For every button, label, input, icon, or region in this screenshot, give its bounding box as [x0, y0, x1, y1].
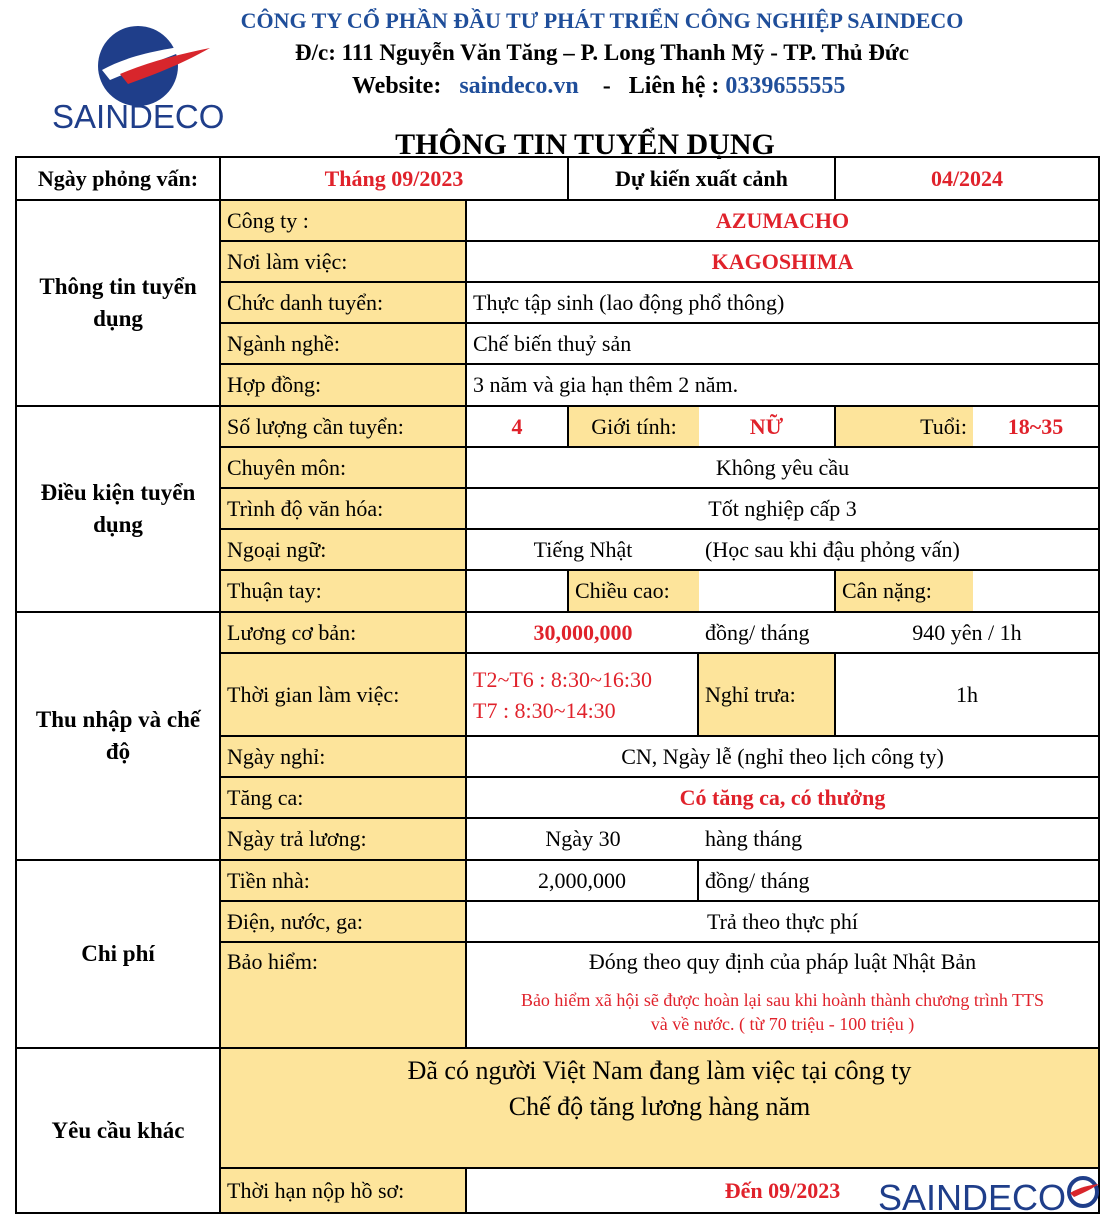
section-income: Thu nhập và chế độ	[17, 613, 221, 861]
language-label: Ngoại ngữ:	[221, 530, 467, 571]
hours-weekday: T2~T6 : 8:30~16:30	[473, 666, 653, 692]
interview-value: Tháng 09/2023	[221, 158, 569, 201]
height-value	[699, 571, 836, 613]
insurance-note-1: Bảo hiểm xã hội sẽ được hoàn lại sau khi hoành thành chương trình TTS	[520, 990, 1045, 1010]
website-link[interactable]: saindeco.vn	[459, 73, 579, 99]
company-address: Đ/c: 111 Nguyễn Văn Tăng – P. Long Thanh Mỹ - TP. Thủ Đức	[295, 40, 909, 65]
section-conditions: Điều kiện tuyển dụng	[17, 407, 221, 613]
insurance-note-2: và về nước. ( từ 70 triệu - 100 triệu )	[650, 1014, 915, 1034]
weight-label: Cân nặng:	[836, 571, 973, 613]
departure-value: 04/2024	[836, 158, 1098, 201]
salary-unit: đồng/ tháng	[699, 613, 836, 654]
age-value: 18~35	[973, 407, 1098, 448]
language-value: Tiếng Nhật	[467, 530, 699, 571]
insurance-value	[467, 943, 1098, 1049]
location-label: Nơi làm việc:	[221, 242, 467, 283]
contact-line	[352, 73, 845, 100]
section-other: Yêu cầu khác	[17, 1049, 221, 1212]
deadline-label: Thời hạn nộp hồ sơ:	[221, 1169, 467, 1212]
separator: -	[602, 73, 611, 99]
major-value: Không yêu cầu	[467, 448, 1098, 489]
height-label: Chiều cao:	[569, 571, 699, 613]
hand-value	[467, 571, 569, 613]
education-value: Tốt nghiệp cấp 3	[467, 489, 1098, 530]
payday-unit: hàng tháng	[699, 819, 1098, 861]
footer-logo-icon	[1066, 1175, 1100, 1209]
weight-value	[973, 571, 1098, 613]
phone-number[interactable]: 0339655555	[725, 73, 846, 99]
age-label: Tuổi:	[836, 407, 973, 448]
company-name: CÔNG TY CỔ PHẦN ĐẦU TƯ PHÁT TRIỂN CÔNG NGHIỆP SAINDECO	[240, 8, 964, 33]
overtime-value: Có tăng ca, có thưởng	[467, 778, 1098, 819]
payday-value: Ngày 30	[467, 819, 699, 861]
letterhead	[0, 0, 1106, 160]
footer-logo-text: SAINDECO	[878, 1177, 1067, 1218]
salary-value: 30,000,000	[467, 613, 699, 654]
break-label: Nghỉ trưa:	[699, 654, 836, 737]
dayoff-label: Ngày nghỉ:	[221, 737, 467, 778]
industry-value: Chế biến thuỷ sản	[467, 324, 1098, 365]
gender-value: NỮ	[699, 407, 836, 448]
hourly-wage: 940 yên / 1h	[836, 613, 1098, 654]
other-line-1: Đã có người Việt Nam đang làm việc tại công ty	[407, 1056, 912, 1085]
departure-label: Dự kiến xuất cảnh	[569, 158, 836, 201]
contract-value: 3 năm và gia hạn thêm 2 năm.	[467, 365, 1098, 407]
language-note: (Học sau khi đậu phỏng vấn)	[699, 530, 1098, 571]
quantity-value: 4	[467, 407, 569, 448]
quantity-label: Số lượng cần tuyển:	[221, 407, 467, 448]
other-requirements	[221, 1049, 1098, 1169]
utilities-value: Trả theo thực phí	[467, 902, 1098, 943]
company-label: Công ty :	[221, 201, 467, 242]
hours-label: Thời gian làm việc:	[221, 654, 467, 737]
industry-label: Ngành nghề:	[221, 324, 467, 365]
website-label: Website:	[352, 73, 442, 99]
major-label: Chuyên môn:	[221, 448, 467, 489]
utilities-label: Điện, nước, ga:	[221, 902, 467, 943]
insurance-text: Đóng theo quy định của pháp luật Nhật Bản	[588, 949, 977, 974]
recruitment-table	[15, 156, 1100, 1214]
dayoff-value: CN, Ngày lễ (nghỉ theo lịch công ty)	[467, 737, 1098, 778]
other-line-2: Chế độ tăng lương hàng năm	[508, 1092, 811, 1121]
position-label: Chức danh tuyển:	[221, 283, 467, 324]
contract-label: Hợp đồng:	[221, 365, 467, 407]
hours-value	[467, 654, 699, 737]
hand-label: Thuận tay:	[221, 571, 467, 613]
company-value: AZUMACHO	[467, 201, 1098, 242]
overtime-label: Tăng ca:	[221, 778, 467, 819]
section-costs: Chi phí	[17, 861, 221, 1049]
section-recruit-info: Thông tin tuyển dụng	[17, 201, 221, 407]
gender-label: Giới tính:	[569, 407, 699, 448]
salary-label: Lương cơ bản:	[221, 613, 467, 654]
page-title: THÔNG TIN TUYỂN DỤNG	[395, 128, 775, 159]
housing-value: 2,000,000	[467, 861, 699, 902]
footer-logo	[878, 1175, 1104, 1223]
break-value: 1h	[836, 654, 1098, 737]
deadline-value: Đến 09/2023	[724, 1177, 841, 1203]
hours-saturday: T7 : 8:30~14:30	[473, 697, 616, 723]
education-label: Trình độ văn hóa:	[221, 489, 467, 530]
housing-unit: đồng/ tháng	[699, 861, 1098, 902]
logo-text: SAINDECO	[52, 98, 225, 135]
contact-label: Liên hệ :	[628, 73, 720, 99]
payday-label: Ngày trả lương:	[221, 819, 467, 861]
housing-label: Tiền nhà:	[221, 861, 467, 902]
position-value: Thực tập sinh (lao động phổ thông)	[467, 283, 1098, 324]
insurance-label: Bảo hiểm:	[221, 943, 467, 1049]
interview-label: Ngày phỏng vấn:	[17, 158, 221, 201]
location-value: KAGOSHIMA	[467, 242, 1098, 283]
